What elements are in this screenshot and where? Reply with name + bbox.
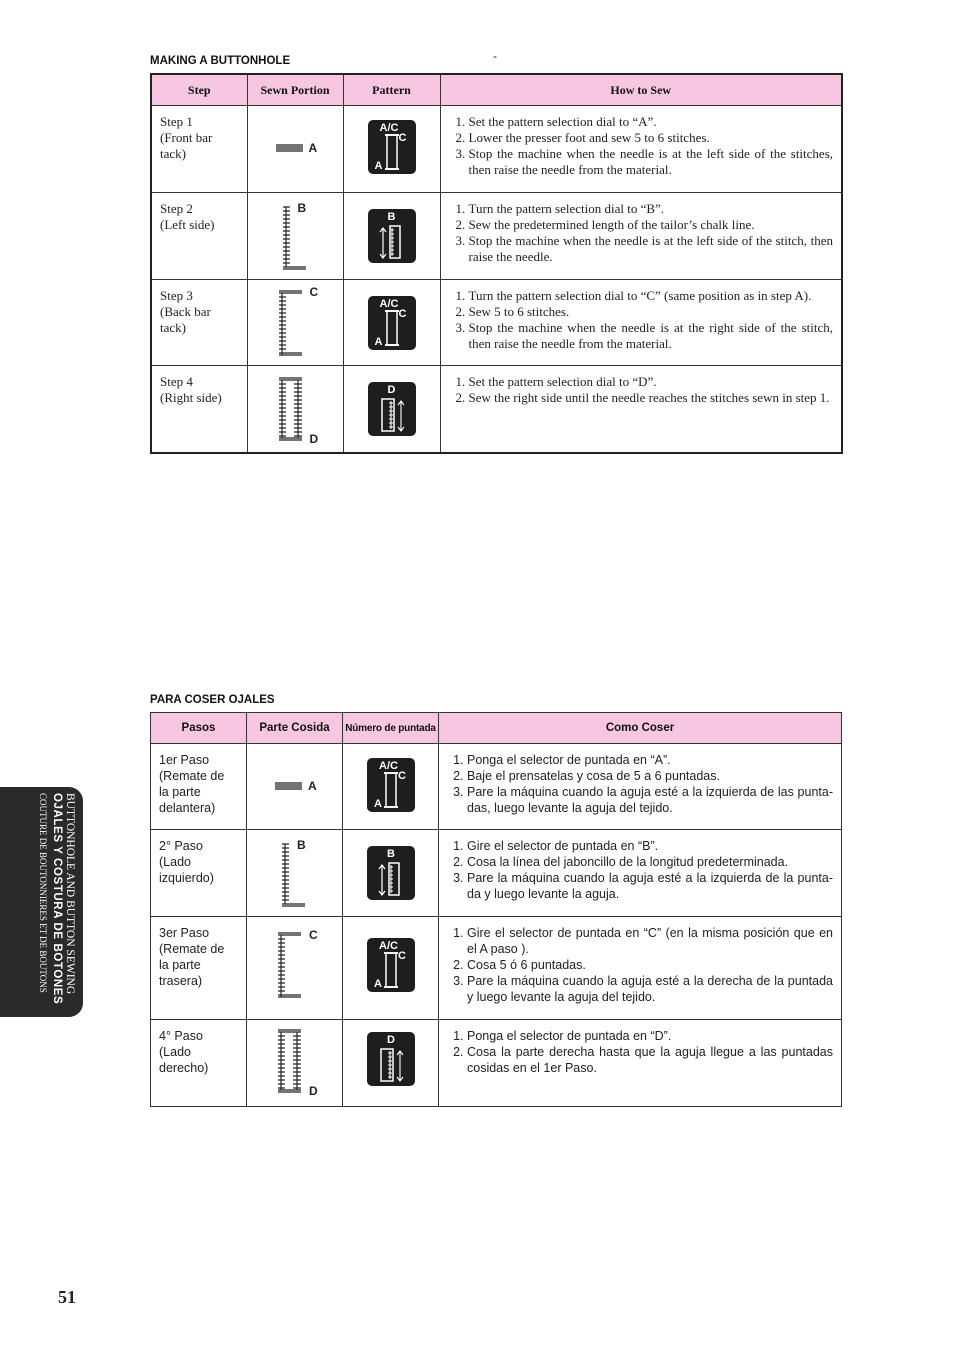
header-pattern: Pattern bbox=[343, 74, 440, 106]
header-como-coser: Como Coser bbox=[439, 713, 842, 744]
instruction-list: 1. Set the pattern selection dial to “A”. 2. Lower the presser foot and sew 5 to 6 stitches. 3. Stop the machine when the needle is at the left side of the stitches, then raise the needle from the material. bbox=[441, 106, 842, 178]
back-bartack-stitch-icon bbox=[276, 288, 306, 358]
how-cell bbox=[440, 193, 842, 280]
how-cell bbox=[439, 1020, 842, 1107]
sewn-portion-cell bbox=[247, 917, 343, 1020]
front-bartack-stitch-icon bbox=[275, 143, 305, 153]
instruction-list: 1. Gire el selector de puntada en “B”. 2. Cosa la línea del jaboncillo de la longitud predeterminada. 3. Pare la máquina cuando la aguja esté a la izquierda de la punta-da y luego levante la aguja. bbox=[439, 830, 841, 902]
section-title-es: PARA COSER OJALES bbox=[150, 694, 275, 706]
pattern-cell bbox=[343, 193, 440, 280]
sewn-letter: C bbox=[309, 285, 319, 299]
table-row bbox=[151, 106, 842, 193]
sewn-letter: B bbox=[297, 838, 306, 852]
pattern-d-icon: D bbox=[367, 1032, 415, 1086]
right-side-stitch-icon bbox=[276, 375, 306, 443]
table-header-row bbox=[151, 713, 842, 744]
right-side-stitch-icon bbox=[275, 1027, 305, 1095]
pattern-cell bbox=[343, 830, 439, 917]
header-parte-cosida: Parte Cosida bbox=[247, 713, 343, 744]
step-cell: Step 1 (Front bar tack) bbox=[151, 106, 247, 193]
step-cell: 2° Paso (Lado izquierdo) bbox=[151, 830, 247, 917]
pattern-ac-icon: A/C C A bbox=[367, 758, 415, 812]
sewn-portion-cell bbox=[247, 830, 343, 917]
back-bartack-stitch-icon bbox=[275, 930, 305, 1000]
page-number: 51 bbox=[58, 1287, 76, 1307]
pattern-ac-icon: A/C C A bbox=[368, 296, 416, 350]
sewn-portion-cell bbox=[247, 744, 343, 830]
step-cell: 4° Paso (Lado derecho) bbox=[151, 1020, 247, 1107]
sewn-portion-cell bbox=[247, 280, 343, 366]
table-row bbox=[151, 366, 842, 453]
pattern-b-icon: B bbox=[367, 846, 415, 900]
table-row bbox=[151, 193, 842, 280]
sewn-portion-cell bbox=[247, 106, 343, 193]
pattern-cell bbox=[343, 280, 440, 366]
step-cell: 3er Paso (Remate de la parte trasera) bbox=[151, 917, 247, 1020]
how-cell bbox=[440, 106, 842, 193]
sewn-letter: A bbox=[308, 779, 317, 793]
table-row bbox=[151, 917, 842, 1020]
how-cell bbox=[439, 917, 842, 1020]
instruction-list: 1. Turn the pattern selection dial to “B”. 2. Sew the predetermined length of the tailor’s chalk line. 3. Stop the machine when the needle is at the left side of the stitch, then raise the needle. bbox=[441, 193, 842, 265]
pattern-cell bbox=[343, 366, 440, 453]
step-cell: Step 4 (Right side) bbox=[151, 366, 247, 453]
side-tab-line-spanish: OJALES Y COSTURA DE BOTONES bbox=[51, 793, 63, 1005]
sewn-portion-cell bbox=[247, 193, 343, 280]
instruction-list: 1. Ponga el selector de puntada en “A”. 2. Baje el prensatelas y cosa de 5 a 6 puntadas. 3. Pare la máquina cuando la aguja esté a la izquierda de las punta-das, luego levante la aguja del tejido. bbox=[439, 744, 841, 816]
buttonhole-table-es bbox=[150, 712, 842, 1107]
sewn-portion-cell bbox=[247, 1020, 343, 1107]
table-row bbox=[151, 830, 842, 917]
pattern-ac-icon: A/C C A bbox=[368, 120, 416, 174]
header-how-to-sew: How to Sew bbox=[440, 74, 842, 106]
instruction-list: 1. Gire el selector de puntada en “C” (en la misma posición que en el A paso ). 2. Cosa 5 ó 6 puntadas. 3. Pare la máquina cuando la aguja esté a la derecha de la puntada y luego levante la aguja del tejido. bbox=[439, 917, 841, 1005]
instruction-list: 1. Turn the pattern selection dial to “C” (same position as in step A). 2. Sew 5 to 6 stitches. 3. Stop the machine when the needle is at the right side of the stitch, then raise the needle from the material. bbox=[441, 280, 842, 352]
header-sewn-portion: Sewn Portion bbox=[247, 74, 343, 106]
how-cell bbox=[439, 830, 842, 917]
side-tab-line-french: COUTURE DE BOUTONNIERES ET DE BOUTONS bbox=[38, 793, 48, 993]
pattern-b-icon: B bbox=[368, 209, 416, 263]
pattern-cell bbox=[343, 1020, 439, 1107]
buttonhole-table-en bbox=[150, 73, 843, 454]
sewn-letter: D bbox=[309, 1084, 318, 1098]
stray-dash: - bbox=[493, 49, 497, 63]
step-cell: 1er Paso (Remate de la parte delantera) bbox=[151, 744, 247, 830]
pattern-cell bbox=[343, 744, 439, 830]
sewn-letter: C bbox=[309, 928, 318, 942]
sewn-letter: B bbox=[297, 201, 307, 215]
pattern-cell bbox=[343, 917, 439, 1020]
pattern-cell bbox=[343, 106, 440, 193]
pattern-ac-icon: A/C C A bbox=[367, 938, 415, 992]
pattern-d-icon: D bbox=[368, 382, 416, 436]
sewn-portion-cell bbox=[247, 366, 343, 453]
header-pasos: Pasos bbox=[151, 713, 247, 744]
header-numero-puntada: Número de puntada bbox=[343, 713, 439, 744]
how-cell bbox=[440, 366, 842, 453]
how-cell bbox=[439, 744, 842, 830]
section-title-en: MAKING A BUTTONHOLE bbox=[150, 55, 291, 67]
side-tab-line-english: BUTTONHOLE AND BUTTON SEWING bbox=[64, 793, 76, 995]
instruction-list: 1. Set the pattern selection dial to “D”. 2. Sew the right side until the needle reaches the stitches sewn in step 1. bbox=[441, 366, 842, 406]
table-header-row bbox=[151, 74, 842, 106]
chapter-side-tab bbox=[0, 787, 83, 1017]
step-cell: Step 2 (Left side) bbox=[151, 193, 247, 280]
sewn-letter: D bbox=[309, 432, 319, 446]
sewn-letter: A bbox=[308, 141, 318, 155]
front-bartack-stitch-icon bbox=[274, 781, 304, 791]
how-cell bbox=[440, 280, 842, 366]
instruction-list: 1. Ponga el selector de puntada en “D”. 2. Cosa la parte derecha hasta que la aguja llegue a las puntadas cosidas en el 1er Paso. bbox=[439, 1020, 841, 1076]
table-row bbox=[151, 744, 842, 830]
header-step: Step bbox=[151, 74, 247, 106]
table-row bbox=[151, 1020, 842, 1107]
step-cell: Step 3 (Back bar tack) bbox=[151, 280, 247, 366]
table-row bbox=[151, 280, 842, 366]
